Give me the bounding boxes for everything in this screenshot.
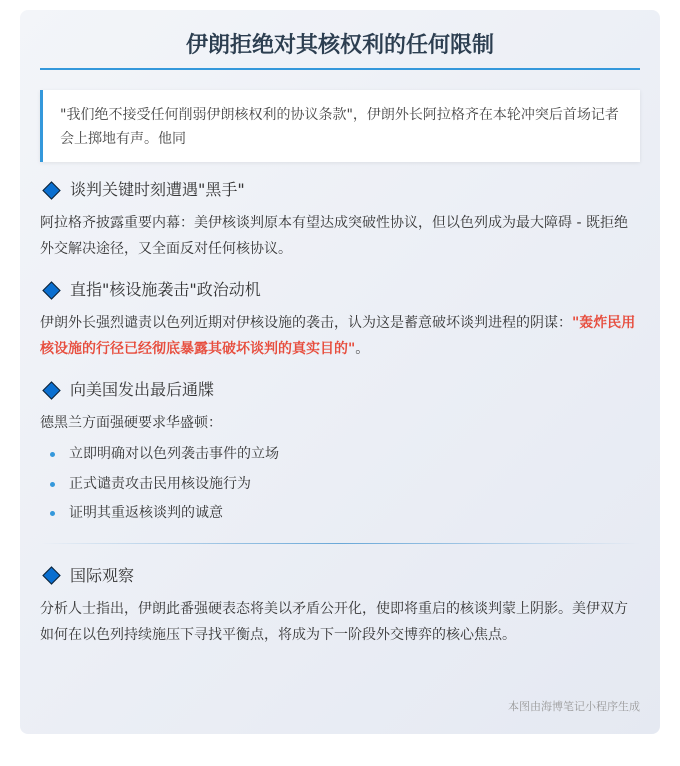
diamond-icon: [42, 381, 60, 399]
bullet-icon: [50, 482, 55, 487]
section-body: 阿拉格齐披露重要内幕：美伊核谈判原本有望达成突破性协议，但以色列成为最大障碍 - 既拒绝外交解决途径，又全面反对任何核协议。: [40, 215, 628, 257]
heading-text: 谈判关键时刻遭遇"黑手": [70, 180, 245, 199]
list-item: [50, 440, 640, 470]
bullet-icon: [50, 452, 55, 457]
section-body: 德黑兰方面强硬要求华盛顿：: [40, 415, 222, 431]
diamond-icon: [42, 566, 60, 584]
section-heading: [40, 278, 640, 302]
bullet-icon: [50, 511, 55, 516]
list-item-text: 立即明确对以色列袭击事件的立场: [69, 446, 279, 462]
page-title: 伊朗拒绝对其核权利的任何限制: [185, 33, 494, 58]
diamond-icon: [42, 181, 60, 199]
list-item: [50, 499, 640, 529]
highlight-quote: "轰炸民用核设施的行径已经彻底暴露其破坏谈判的真实目的": [40, 315, 636, 357]
diamond-icon: [42, 281, 60, 299]
demand-list: [40, 440, 640, 529]
article-card: [20, 10, 660, 734]
section-heading: [40, 564, 640, 588]
lead-quote: "我们绝不接受任何削弱伊朗核权利的协议条款"，伊朗外长阿拉格齐在本轮冲突后首场记者会上掷地有声。他同: [40, 90, 640, 162]
body-text: 伊朗外长强烈谴责以色列近期对伊核设施的袭击，认为这是蓄意破坏谈判进程的阴谋：: [40, 315, 572, 331]
heading-text: 国际观察: [70, 565, 135, 585]
title-divider: [40, 68, 640, 70]
body-tail: 。: [355, 341, 370, 357]
section-body: 分析人士指出，伊朗此番强硬表态将美以矛盾公开化，使即将重启的核谈判蒙上阴影。美伊双方如何在以色列持续施压下寻找平衡点，将成为下一阶段外交博弈的核心焦点。: [40, 600, 628, 643]
section-body: [40, 310, 640, 362]
list-item-text: 正式谴责攻击民用核设施行为: [69, 475, 251, 492]
section-divider: [40, 543, 640, 544]
footer-credit: 本图由海博笔记小程序生成: [508, 700, 640, 713]
heading-text: 直指"核设施袭击"政治动机: [70, 280, 261, 299]
heading-text: 向美国发出最后通牒: [70, 380, 215, 399]
list-item-text: 证明其重返核谈判的诚意: [69, 505, 223, 521]
section-heading: [40, 378, 640, 402]
section-heading: [40, 178, 640, 202]
list-item: [50, 470, 640, 500]
